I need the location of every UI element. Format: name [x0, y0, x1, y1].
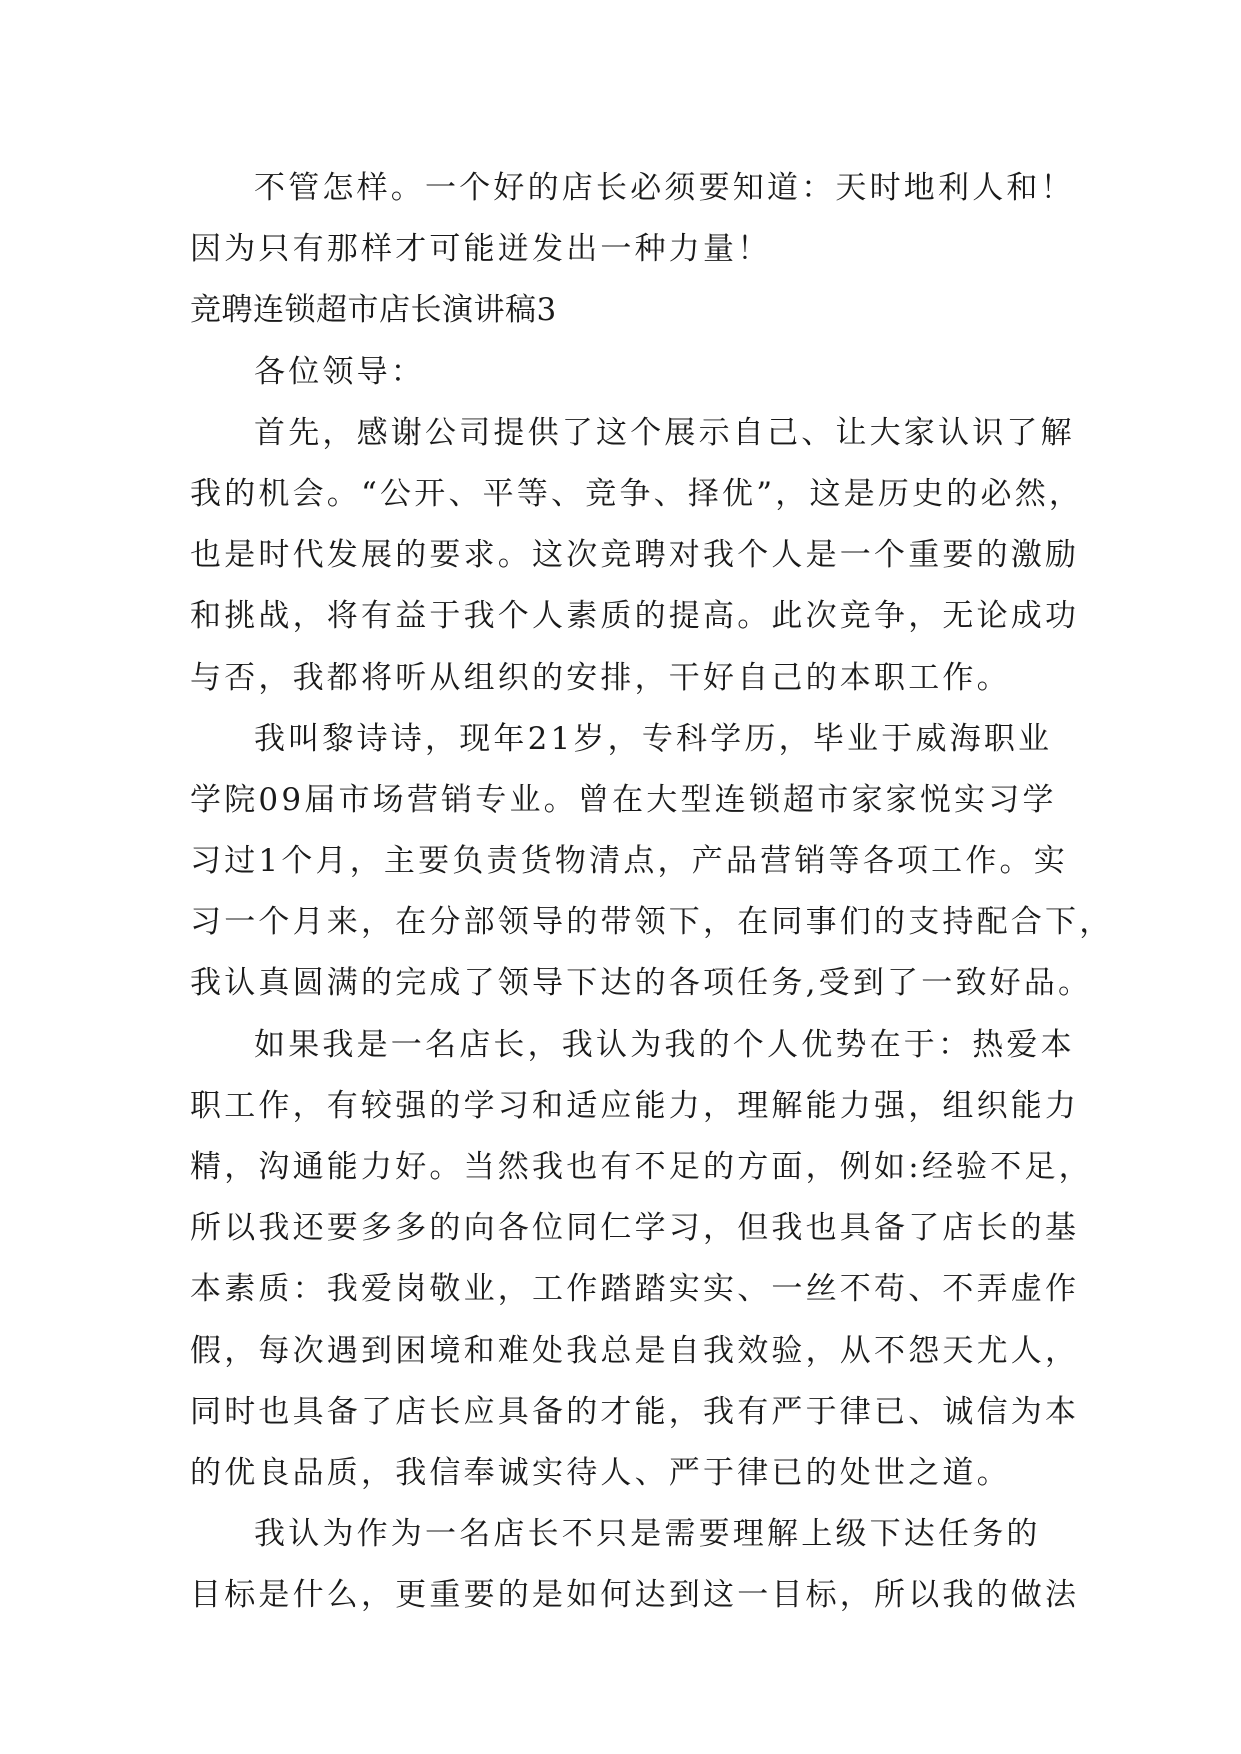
- paragraph-line: 我认真圆满的完成了领导下达的各项任务,受到了一致好品。: [190, 965, 1093, 1002]
- paragraph-line: 所以我还要多多的向各位同仁学习，但我也具备了店长的基: [190, 1210, 1080, 1247]
- paragraph-line: 也是时代发展的要求。这次竞聘对我个人是一个重要的激励: [190, 537, 1080, 574]
- paragraph-line: 我叫黎诗诗，现年21岁，专科学历，毕业于威海职业: [254, 720, 1053, 757]
- paragraph-line: 和挑战，将有益于我个人素质的提高。此次竞争，无论成功: [190, 598, 1080, 635]
- paragraph-line: 因为只有那样才可能迸发出一种力量！: [190, 231, 772, 268]
- paragraph-line: 如果我是一名店长，我认为我的个人优势在于：热爱本: [254, 1026, 1075, 1063]
- paragraph-line: 的优良品质，我信奉诚实待人、严于律已的处世之道。: [190, 1454, 1011, 1491]
- section-title: 竞聘连锁超市店长演讲稿3: [190, 292, 557, 329]
- paragraph-line: 精，沟通能力好。当然我也有不足的方面，例如:经验不足，: [190, 1149, 1093, 1185]
- paragraph-line: 本素质：我爱岗敬业，工作踏踏实实、一丝不苟、不弄虚作: [190, 1271, 1080, 1308]
- paragraph-line: 习一个月来，在分部领导的带领下，在同事们的支持配合下，: [190, 904, 1114, 941]
- salutation-line: 各位领导：: [254, 353, 425, 390]
- paragraph-line: 职工作，有较强的学习和适应能力，理解能力强，组织能力: [190, 1087, 1080, 1124]
- paragraph-line: 假，每次遇到困境和难处我总是自我效验，从不怨天尤人，: [190, 1332, 1080, 1369]
- paragraph-line: 学院09届市场营销专业。曾在大型连锁超市家家悦实习学: [190, 781, 1057, 818]
- document-body: [190, 158, 1114, 1627]
- paragraph-line: 不管怎样。一个好的店长必须要知道：天时地利人和！: [254, 170, 1075, 206]
- paragraph-line: 同时也具备了店长应具备的才能，我有严于律已、诚信为本: [190, 1393, 1080, 1430]
- paragraph-line: 首先，感谢公司提供了这个展示自己、让大家认识了解: [254, 414, 1075, 451]
- paragraph-line: 我的机会。“公开、平等、竞争、择优”，这是历史的必然，: [190, 475, 1084, 512]
- paragraph-line: 习过1个月，主要负责货物清点，产品营销等各项工作。实: [190, 843, 1068, 880]
- paragraph-line: 我认为作为一名店长不只是需要理解上级下达任务的: [254, 1516, 1041, 1553]
- paragraph-line: 目标是什么，更重要的是如何达到这一目标，所以我的做法: [190, 1577, 1080, 1614]
- paragraph-line: 与否，我都将听从组织的安排，干好自己的本职工作。: [190, 659, 1011, 696]
